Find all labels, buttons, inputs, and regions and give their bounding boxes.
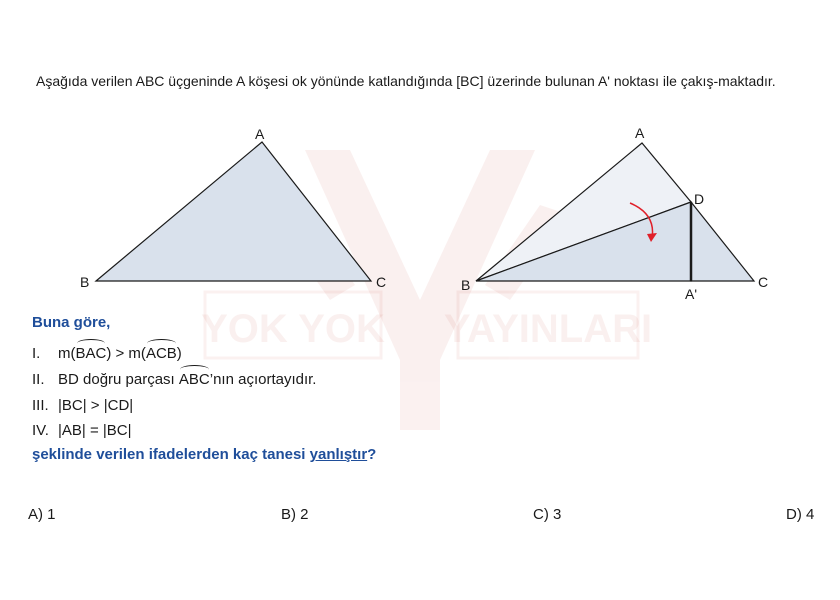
question-prompt (32, 446, 376, 463)
right-label-c: C (758, 274, 769, 290)
statement-2-pre: BD doğru parçası (58, 371, 179, 388)
statement-4-number: IV. (32, 422, 49, 439)
left-label-a: A (255, 126, 265, 142)
statement-1-pre: m( (58, 345, 76, 362)
statement-2 (32, 370, 316, 390)
statement-2-number: II. (32, 371, 45, 388)
right-label-d: D (694, 191, 705, 207)
question-intro: Aşağıda verilen ABC üçgeninde A köşesi ok yönünde katlandığında [BC] üzerinde bulunan A' noktası ile çakış-maktadır. (36, 73, 776, 89)
statement-3-number: III. (32, 397, 49, 414)
angle-acb: ACB (145, 345, 177, 362)
right-label-a: A (635, 125, 645, 141)
statement-4 (32, 421, 132, 441)
option-c[interactable]: C) 3 (533, 506, 562, 523)
statement-1 (32, 344, 182, 364)
prompt-underlined: yanlıştır (309, 446, 368, 463)
watermark-left-text: YOK YOK (201, 307, 385, 351)
statement-3-text: |BC| > |CD| (58, 397, 134, 414)
right-label-b: B (461, 277, 471, 293)
angle-abc: ABC (178, 371, 210, 388)
statement-2-post: ’nın açıortayıdır. (209, 371, 317, 388)
statement-1-post: ) (176, 345, 182, 362)
watermark-right-text: YAYINLARI (443, 307, 653, 351)
left-label-b: B (80, 274, 90, 290)
right-label-a-prime: A' (685, 286, 698, 302)
left-label-c: C (376, 274, 387, 290)
option-d[interactable]: D) 4 (786, 506, 815, 523)
option-a[interactable]: A) 1 (28, 506, 56, 523)
lead-text: Buna göre, (32, 314, 111, 331)
option-b[interactable]: B) 2 (281, 506, 309, 523)
statement-1-mid: ) > m( (106, 345, 146, 362)
angle-bac: BAC (75, 345, 107, 362)
prompt-post: ? (367, 446, 377, 463)
statement-1-number: I. (32, 345, 41, 362)
right-triangle-remainder (691, 202, 754, 281)
prompt-pre: şeklinde verilen ifadelerden kaç tanesi (32, 446, 310, 463)
statement-3 (32, 396, 133, 416)
left-triangle (96, 142, 371, 281)
statement-4-text: |AB| = |BC| (58, 422, 132, 439)
